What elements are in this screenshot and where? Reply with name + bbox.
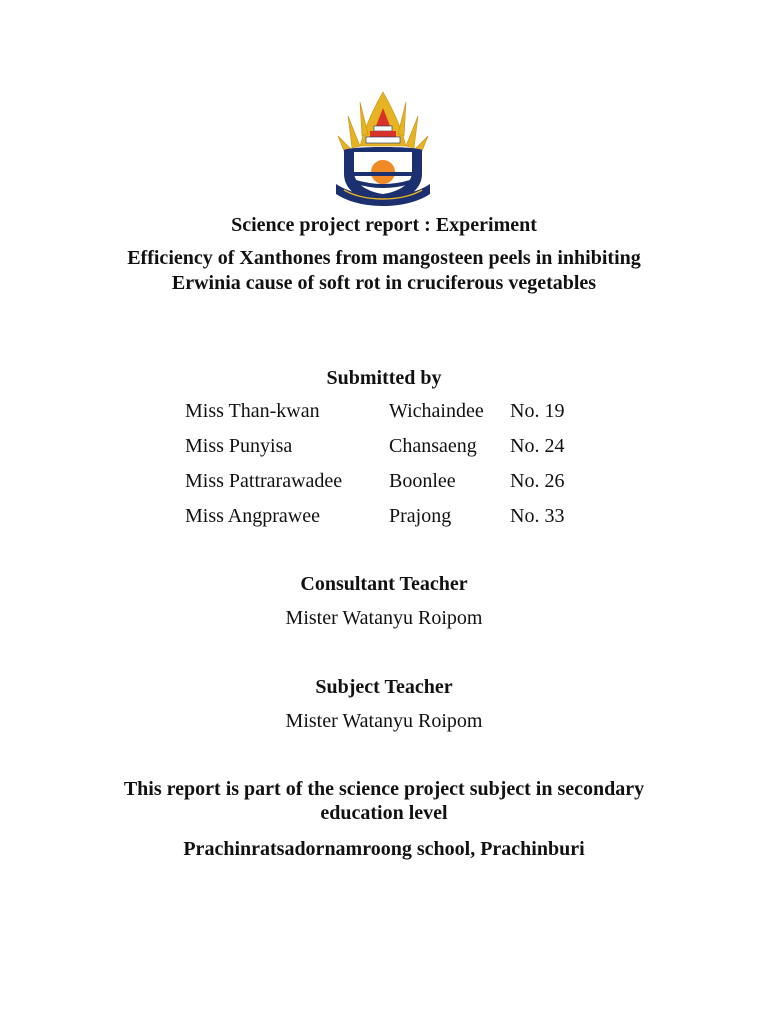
member-row: [0, 431, 768, 461]
report-purpose-statement: This report is part of the science project subject in secondary education level: [123, 778, 645, 824]
member-last-name: Prajong: [389, 505, 452, 527]
member-first-name: Miss Pattrarawadee: [185, 470, 343, 492]
member-last-name: Chansaeng: [389, 435, 477, 457]
school-emblem-logo: [330, 88, 436, 208]
member-row: [0, 396, 768, 426]
member-first-name: Miss Punyisa: [185, 435, 293, 457]
member-number: No. 26: [510, 470, 565, 492]
school-name: Prachinratsadornamroong school, Prachinburi: [183, 838, 585, 860]
report-title: Efficiency of Xanthones from mangosteen peels in inhibiting Erwinia cause of soft rot in cruciferous vegetables: [127, 247, 641, 294]
member-number: No. 19: [510, 400, 565, 422]
member-row: [0, 466, 768, 496]
member-first-name: Miss Angprawee: [185, 505, 320, 527]
member-number: No. 24: [510, 435, 565, 457]
member-last-name: Wichaindee: [389, 400, 484, 422]
subject-teacher-heading: Subject Teacher: [315, 676, 453, 698]
member-number: No. 33: [510, 505, 565, 527]
submitted-by-heading: Submitted by: [326, 367, 442, 389]
report-type-heading: Science project report : Experiment: [231, 214, 537, 236]
subject-teacher-name: Mister Watanyu Roipom: [285, 710, 483, 732]
member-last-name: Boonlee: [389, 470, 456, 492]
consultant-teacher-heading: Consultant Teacher: [300, 573, 468, 595]
consultant-teacher-name: Mister Watanyu Roipom: [285, 607, 483, 629]
member-row: [0, 501, 768, 531]
member-first-name: Miss Than-kwan: [185, 400, 320, 422]
